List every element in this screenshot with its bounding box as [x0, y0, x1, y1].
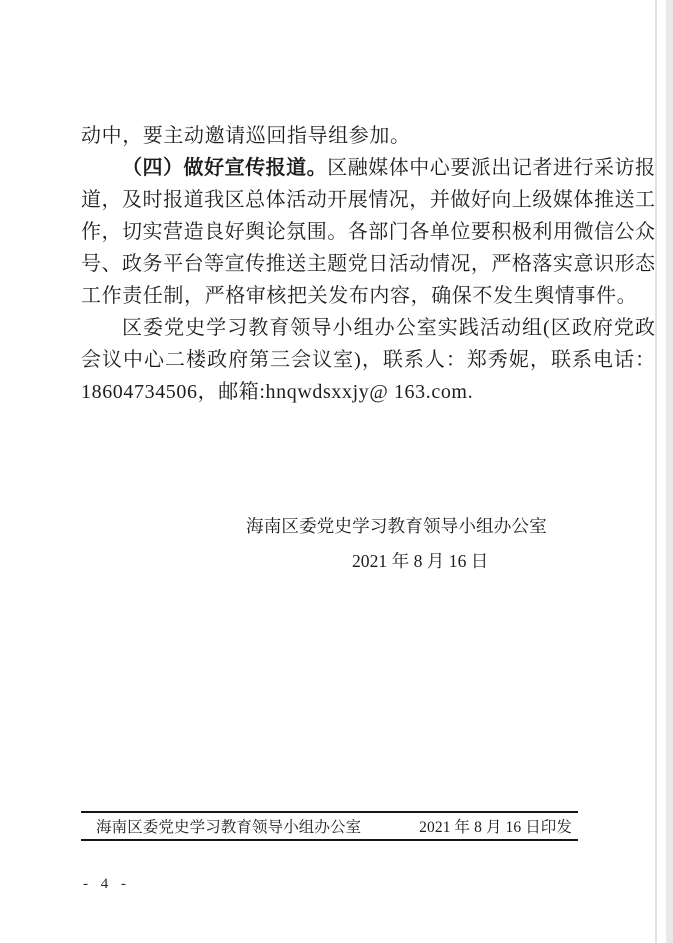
footer-print-date: 2021 年 8 月 16 日印发	[419, 819, 572, 836]
body-line: 会议中心二楼政府第三会议室)，联系人：郑秀妮，联系电话：	[81, 349, 655, 371]
body-line: 18604734506，邮箱:hnqwdsxxjy@ 163.com.	[81, 381, 474, 403]
scan-edge-line	[655, 0, 657, 943]
signature-org: 海南区委党史学习教育领导小组办公室	[246, 516, 547, 536]
body-line: 号、政务平台等宣传推送主题党日活动情况，严格落实意识形态	[81, 253, 655, 275]
footer-issuer: 海南区委党史学习教育领导小组办公室	[96, 819, 362, 836]
body-line: 动中，要主动邀请巡回指导组参加。	[81, 125, 411, 147]
body-line: 作，切实营造良好舆论氛围。各部门各单位要积极利用微信公众	[81, 221, 655, 243]
body-line-bold-heading: （四）做好宣传报道。	[122, 157, 328, 179]
body-line: 道，及时报道我区总体活动开展情况，并做好向上级媒体推送工	[81, 189, 655, 211]
signature-date: 2021 年 8 月 16 日	[352, 551, 489, 571]
body-line: 工作责任制，严格审核把关发布内容，确保不发生舆情事件。	[81, 285, 638, 307]
body-line: （四）做好宣传报道。区融媒体中心要派出记者进行采访报	[122, 157, 656, 179]
scan-edge-band	[666, 0, 673, 943]
page-number: - 4 -	[83, 876, 129, 892]
body-line: 区委党史学习教育领导小组办公室实践活动组(区政府党政	[122, 317, 655, 339]
document-body	[81, 120, 655, 408]
footer-colophon	[81, 811, 578, 841]
